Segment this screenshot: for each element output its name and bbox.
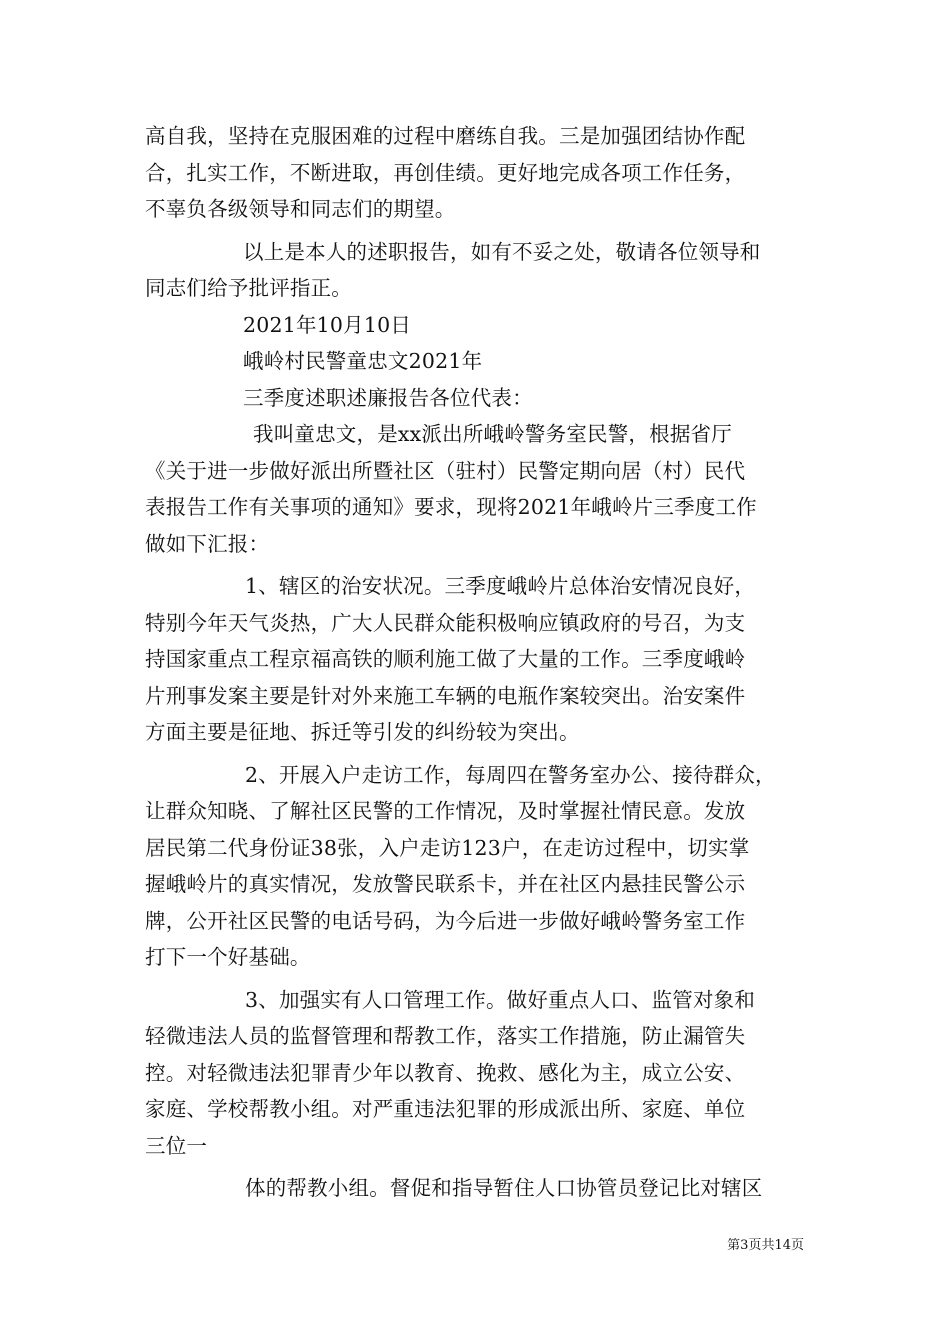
text-line: 三位一 (145, 1133, 208, 1158)
report-title: 三季度述职述廉报告各位代表： (243, 385, 533, 410)
text-line: 同志们给予批评指正。 (145, 276, 352, 300)
report-date: 2021年10月10日 (243, 312, 412, 337)
paragraph-closing-goals (145, 118, 815, 228)
page-number: 第3页共14页 (727, 1238, 804, 1253)
paragraph-home-visits (145, 757, 815, 976)
text-line: 3、加强实有人口管理工作。做好重点人口、监管对象和 (245, 987, 756, 1012)
text-line: 体的帮教小组。督促和指导暂住人口协管员登记比对辖区 (245, 1176, 763, 1200)
text-line: 高自我，坚持在克服困难的过程中磨练自我。三是加强团结协作配 (145, 124, 746, 148)
text-line: 以上是本人的述职报告，如有不妥之处，敬请各位领导和 (243, 239, 761, 264)
text-line: 握峨岭片的真实情况，发放警民联系卡，并在社区内悬挂民警公示 (145, 872, 746, 896)
paragraph-conclusion (145, 234, 815, 307)
text-line: 1、辖区的治安状况。三季度峨岭片总体治安情况良好， (245, 574, 756, 598)
text-line: 做如下汇报： (145, 531, 270, 556)
text-line: 片刑事发案主要是针对外来施工车辆的电瓶作案较突出。治安案件 (145, 683, 746, 708)
paragraph-introduction (145, 416, 815, 562)
text-line: 方面主要是征地、拆迁等引发的纠纷较为突出。 (145, 720, 580, 744)
paragraph-security-status (145, 568, 815, 751)
text-line: 居民第二代身份证38张，入户走访123户，在走访过程中，切实掌 (145, 835, 750, 860)
text-line: 不辜负各级领导和同志们的期望。 (145, 197, 456, 221)
text-line: 合，扎实工作，不断进取，再创佳绩。更好地完成各项工作任务， (145, 160, 746, 185)
text-line: 让群众知晓、了解社区民警的工作情况，及时掌握社情民意。发放 (145, 799, 746, 823)
document-body (145, 118, 815, 1207)
text-line: 家庭、学校帮教小组。对严重违法犯罪的形成派出所、家庭、单位 (145, 1097, 746, 1121)
text-line: 牌，公开社区民警的电话号码，为今后进一步做好峨岭警务室工作 (145, 908, 746, 933)
text-line: 《关于进一步做好派出所暨社区（驻村）民警定期向居（村）民代 (145, 458, 746, 483)
text-line: 表报告工作有关事项的通知》要求，现将2021年峨岭片三季度工作 (145, 495, 757, 519)
text-line: 特别今年天气炎热，广大人民群众能积极响应镇政府的号召，为支 (145, 610, 746, 635)
paragraph-continuation (145, 1170, 815, 1207)
text-line: 控。对轻微违法犯罪青少年以教育、挽救、感化为主，成立公安、 (145, 1060, 746, 1085)
text-line: 轻微违法人员的监督管理和帮教工作，落实工作措施，防止漏管失 (145, 1024, 746, 1048)
text-line: 打下一个好基础。 (145, 945, 311, 969)
text-line: 2、开展入户走访工作，每周四在警务室办公、接待群众， (245, 762, 776, 787)
report-signature: 峨岭村民警童忠文2021年 (243, 349, 483, 373)
text-line: 持国家重点工程京福高铁的顺利施工做了大量的工作。三季度峨岭 (145, 647, 746, 671)
text-line: 我叫童忠文，是xx派出所峨岭警务室民警，根据省厅 (253, 422, 732, 446)
paragraph-population-management (145, 982, 815, 1165)
